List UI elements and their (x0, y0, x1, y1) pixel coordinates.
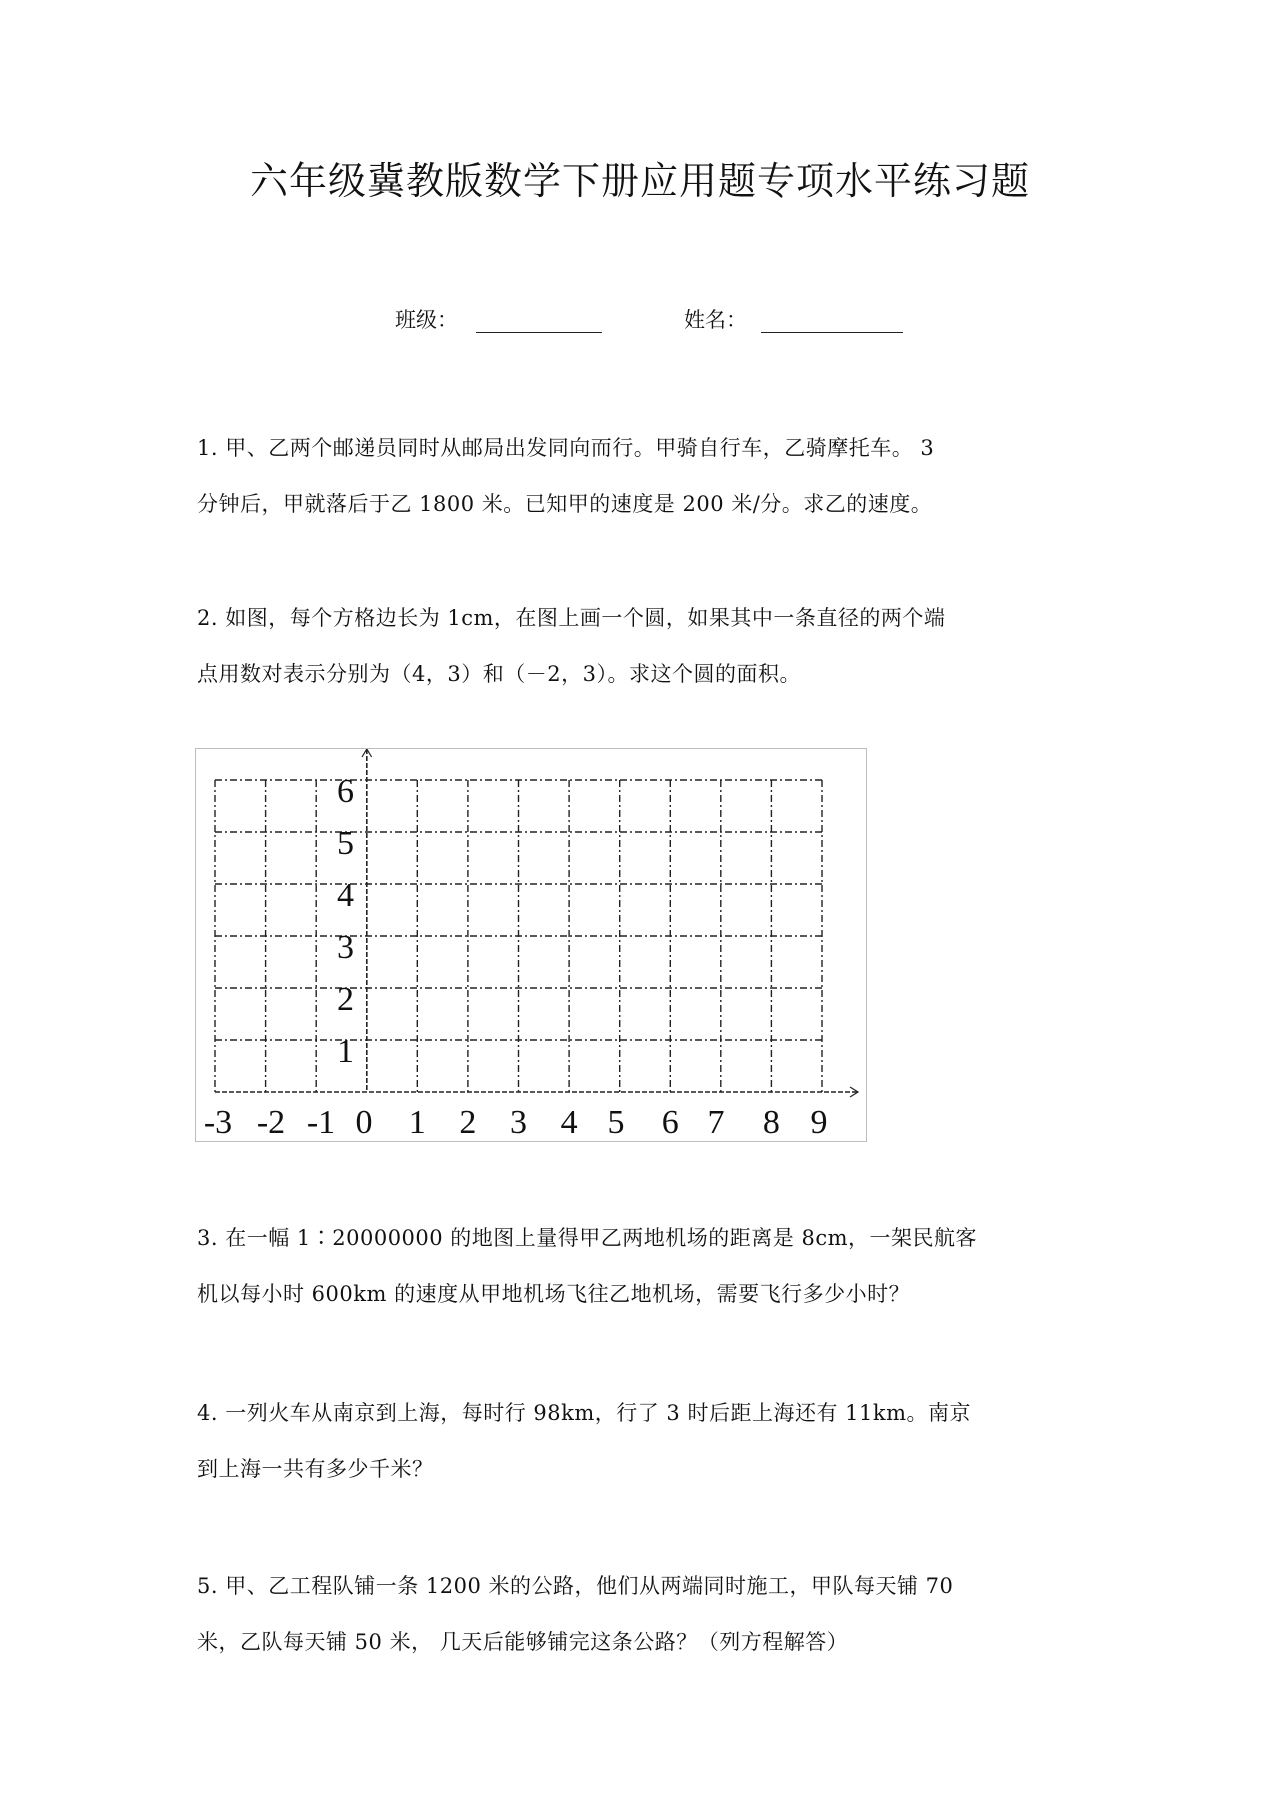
coordinate-grid-figure (195, 748, 867, 1142)
y-tick-label: 6 (337, 773, 354, 810)
question-line: 分钟后，甲就落后于乙 1800 米。已知甲的速度是 200 米/分。求乙的速度。 (197, 492, 933, 516)
y-tick-label: 3 (337, 929, 354, 966)
x-tick-label: -1 (306, 1104, 336, 1141)
student-info-row (0, 300, 1280, 340)
x-axis-labels (204, 1104, 828, 1141)
question-line: 4. 一列火车从南京到上海，每时行 98km，行了 3 时后距上海还有 11km。南京 (197, 1401, 971, 1425)
x-tick-label: 2 (459, 1104, 477, 1141)
y-tick-label: 1 (337, 1033, 354, 1070)
class-label: 班级： (395, 308, 458, 332)
x-tick-label: 9 (810, 1104, 828, 1141)
page-title: 六年级冀教版数学下册应用题专项水平练习题 (249, 159, 1030, 203)
x-tick-label: -3 (203, 1104, 233, 1141)
question-line: 机以每小时 600km 的速度从甲地机场飞往乙地机场，需要飞行多少小时？ (197, 1282, 911, 1306)
question-3 (197, 1210, 1097, 1322)
name-blank-field[interactable] (761, 332, 903, 333)
question-line: 点用数对表示分别为（4，3）和（－2，3）。求这个圆的面积。 (197, 662, 801, 686)
x-tick-label: 0 (355, 1104, 373, 1141)
y-axis-labels (337, 773, 354, 1070)
class-blank-field[interactable] (476, 332, 602, 333)
question-line: 3. 在一幅 1∶20000000 的地图上量得甲乙两地机场的距离是 8cm，一架民航客 (197, 1226, 978, 1250)
grid-lines (215, 780, 822, 1092)
question-4 (197, 1385, 1097, 1497)
y-tick-label: 4 (337, 877, 354, 914)
name-label: 姓名： (684, 308, 747, 332)
x-tick-label: 3 (510, 1104, 527, 1141)
x-tick-label: 8 (762, 1104, 780, 1141)
question-line: 1. 甲、乙两个邮递员同时从邮局出发同向而行。甲骑自行车，乙骑摩托车。 3 (197, 436, 935, 460)
x-tick-label: 6 (661, 1104, 679, 1141)
coordinate-grid (196, 749, 868, 1143)
question-line: 到上海一共有多少千米？ (197, 1457, 434, 1481)
question-line: 2. 如图，每个方格边长为 1cm，在图上画一个圆，如果其中一条直径的两个端 (197, 606, 946, 630)
question-line: 米，乙队每天铺 50 米， 几天后能够铺完这条公路？（列方程解答） (197, 1630, 849, 1654)
x-tick-label: 5 (607, 1104, 625, 1141)
question-5 (197, 1558, 1097, 1670)
question-line: 5. 甲、乙工程队铺一条 1200 米的公路，他们从两端同时施工，甲队每天铺 70 (197, 1574, 954, 1598)
x-tick-label: 7 (707, 1104, 725, 1141)
y-tick-label: 2 (337, 981, 354, 1018)
x-tick-label: -2 (256, 1104, 286, 1141)
question-2 (197, 590, 1097, 702)
x-tick-label: 4 (560, 1104, 578, 1141)
y-tick-label: 5 (337, 825, 354, 862)
question-1 (197, 420, 1097, 532)
x-tick-label: 1 (408, 1104, 426, 1141)
